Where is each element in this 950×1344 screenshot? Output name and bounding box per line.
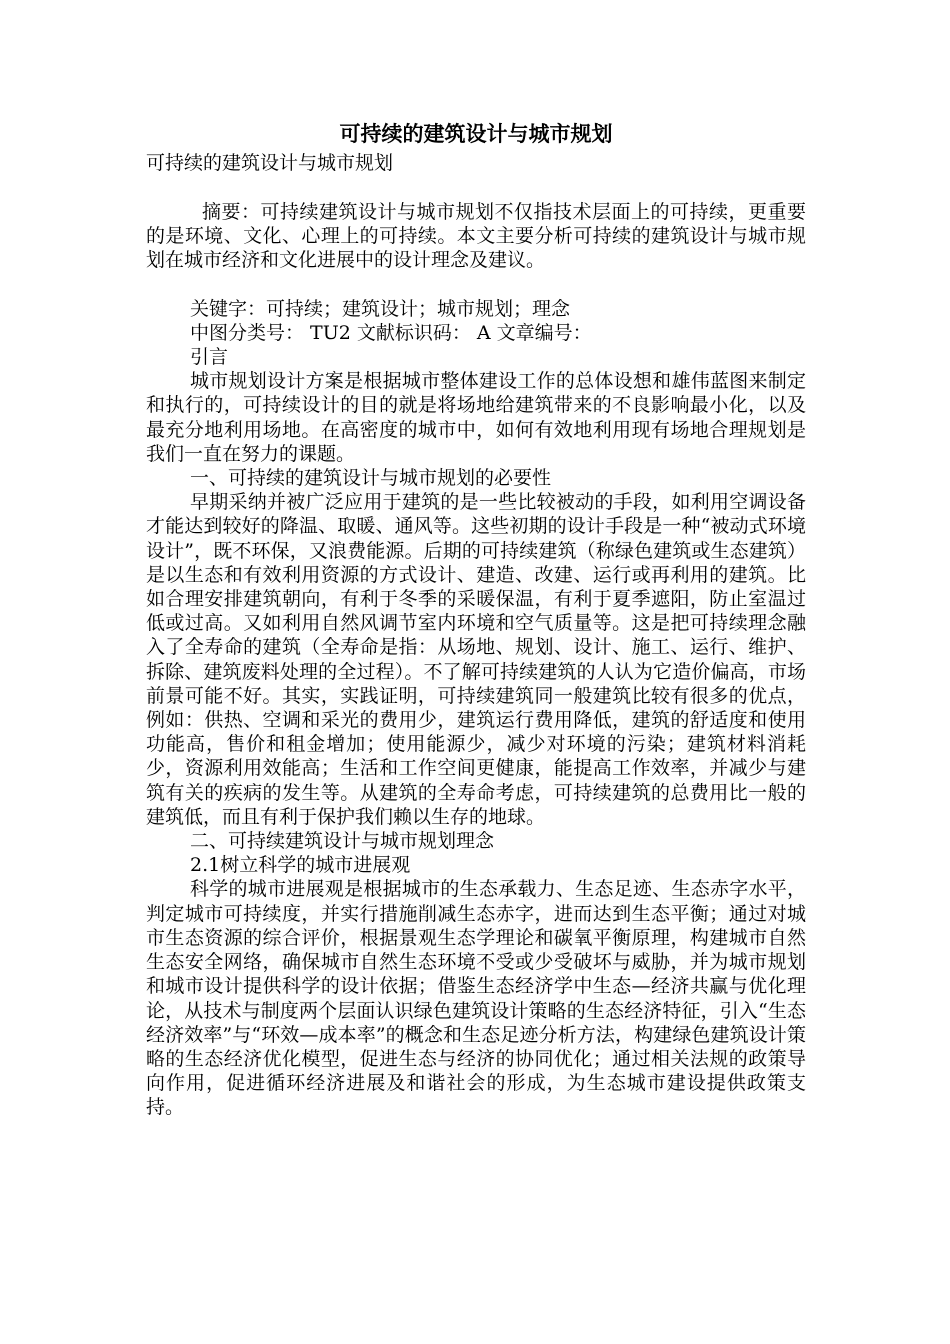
section-1-heading: 一、可持续的建筑设计与城市规划的必要性: [190, 467, 552, 490]
abstract-paragraph: 摘要：可持续建筑设计与城市规划不仅指技术层面上的可持续，更重要的是环境、文化、心理上的可持续。本文主要分析可持续的建筑设计与城市规划在城市经济和文化进展中的设计理念及建议。: [146, 201, 806, 272]
classification-line: 中图分类号： TU2 文献标识码： A 文章编号：: [190, 321, 592, 344]
section-2-1-paragraph: 科学的城市进展观是根据城市的生态承载力、生态足迹、生态赤字水平，判定城市可持续度，并实行措施削减生态赤字，进而达到生态平衡；通过对城市生态资源的综合评价，根据景观生态学理论和碳氧平衡原理，构建城市自然生态安全网络，确保城市自然生态环境不受或少受破坏与威胁，并为城市规划和城市设计提供科学的设计依据；借鉴生态经济学中生态—经济共赢与优化理论，从技术与制度两个层面认识绿色建筑设计策略的生态经济特征，引入“生态经济效率”与“环效—成本率”的概念和生态足迹分析方法，构建绿色建筑设计策略的生态经济优化模型，促进生态与经济的协同优化；通过相关法规的政策导向作用，促进循环经济进展及和谐社会的形成，为生态城市建设提供政策支持。: [146, 878, 806, 1119]
section-2-heading: 二、可持续建筑设计与城市规划理念: [190, 830, 495, 853]
metadata-block: [146, 297, 806, 370]
keywords-line: 关键字：可持续；建筑设计；城市规划；理念: [190, 297, 571, 320]
document-subtitle: 可持续的建筑设计与城市规划: [146, 152, 394, 174]
section-1-paragraph: 早期采纳并被广泛应用于建筑的是一些比较被动的手段，如利用空调设备才能达到较好的降温、取暖、通风等。这些初期的设计手段是一种“被动式环境设计”，既不环保，又浪费能源。后期的可持续建筑（称绿色建筑或生态建筑）是以生态和有效利用资源的方式设计、建造、改建、运行或再利用的建筑。比如合理安排建筑朝向，有利于冬季的采暖保温，有利于夏季遮阳，防止室温过低或过高。又如利用自然风调节室内环境和空气质量等。这是把可持续理念融入了全寿命的建筑（全寿命是指：从场地、规划、设计、施工、运行、维护、拆除、建筑废料处理的全过程）。不了解可持续建筑的人认为它造价偏高，市场前景可能不好。其实，实践证明，可持续建筑同一般建筑比较有很多的优点，例如：供热、空调和采光的费用少，建筑运行费用降低，建筑的舒适度和使用功能高，售价和租金增加；使用能源少，减少对环境的污染；建筑材料消耗少，资源利用效能高；生活和工作空间更健康，能提高工作效率，并减少与建筑有关的疾病的发生等。从建筑的全寿命考虑，可持续建筑的总费用比一般的建筑低，而且有利于保护我们赖以生存的地球。: [146, 491, 806, 828]
document-title: 可持续的建筑设计与城市规划: [339, 122, 613, 146]
document-page: [146, 118, 806, 1120]
intro-paragraph: 城市规划设计方案是根据城市整体建设工作的总体设想和雄伟蓝图来制定和执行的，可持续设计的目的就是将场地给建筑带来的不良影响最小化，以及最充分地利用场地。在高密度的城市中，如何有效地利用现有场地合理规划是我们一直在努力的课题。: [146, 370, 806, 465]
section-2-1-heading: 2.1树立科学的城市进展观: [190, 854, 411, 877]
intro-heading: 引言: [190, 346, 229, 369]
